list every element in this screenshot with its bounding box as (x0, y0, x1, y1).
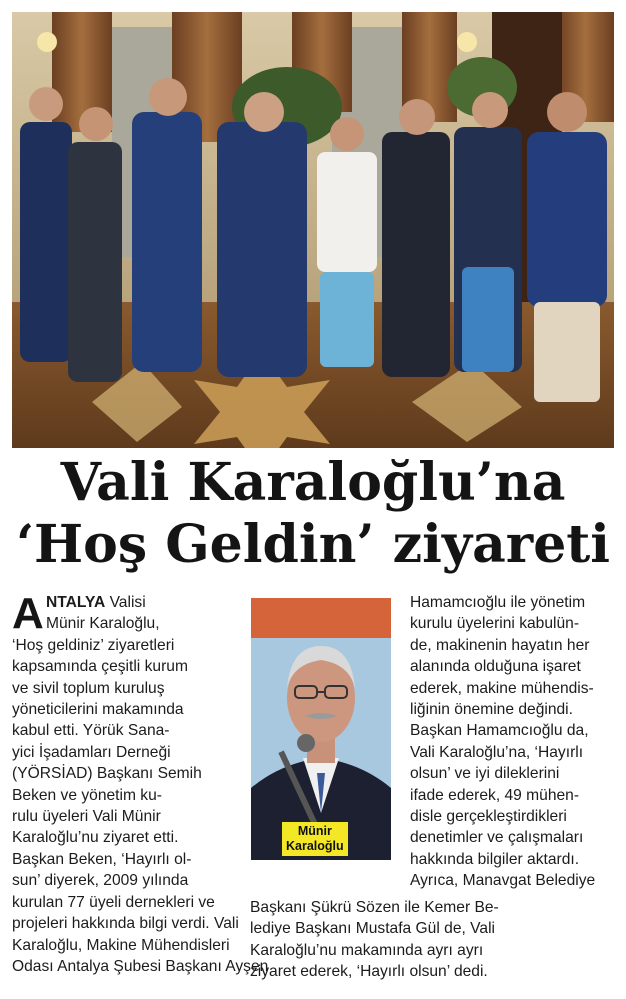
text-line: Beken ve yönetim ku- (12, 786, 162, 804)
text-line: kapsamında çeşitli kurum (12, 658, 188, 676)
text-line: ifade ederek, 49 mühen- (410, 786, 580, 804)
portrait-photo (251, 598, 391, 860)
text-line: ‘Hoş geldiniz’ ziyaretleri (12, 636, 175, 654)
caption-line-2: Karaloğlu (286, 839, 344, 853)
text-line: Başkan Hamamcıoğlu da, (410, 722, 589, 740)
text-line: kabul etti. Yörük Sana- (12, 722, 170, 740)
lead-word: NTALYA (46, 594, 106, 611)
headline-line-2: ‘Hoş Geldin’ ziyareti (15, 514, 611, 575)
text-line: Karaloğlu’nu ziyaret etti. (12, 829, 179, 847)
text-line: Valisi (109, 594, 146, 611)
text-line: yici İşadamları Derneği (12, 743, 171, 761)
text-line: disle gerçekleştirdikleri (410, 808, 567, 826)
caption-line-1: Münir (297, 824, 332, 838)
article-right-column (410, 592, 624, 892)
text-line: de, makinenin hayatın her (410, 636, 590, 654)
text-line: Münir Karaloğlu, (46, 615, 160, 633)
text-line: denetimler ve çalışmaları (410, 829, 584, 847)
text-line: (YÖRSİAD) Başkanı Semih (12, 765, 202, 783)
text-line: ziyaret ederek, ‘Hayırlı olsun’ dedi. (250, 963, 488, 981)
text-line: Ayrıca, Manavgat Belediye (410, 872, 596, 890)
text-line: ederek, makine mühendis- (410, 679, 594, 697)
text-line: Başkan Beken, ‘Hayırlı ol- (12, 850, 192, 868)
text-line: hakkında bilgiler aktardı. (410, 850, 580, 868)
text-line: kurulan 77 üyeli dernekleri ve (12, 893, 215, 911)
text-line: Karaloğlu’nu makamında ayrı ayrı (250, 941, 484, 959)
text-line: liğinin önemine değindi. (410, 701, 573, 719)
article-bottom-lines (250, 897, 624, 983)
text-line: rulu üyeleri Vali Münir (12, 808, 161, 826)
text-line: Başkanı Şükrü Sözen ile Kemer Be- (250, 899, 499, 916)
article-left-column (12, 589, 269, 977)
text-line: projeleri hakkında bilgi verdi. Vali (12, 915, 239, 933)
text-line: olsun’ ve iyi dileklerini (410, 765, 560, 783)
text-line: kurulu üyelerini kabulün- (410, 615, 580, 633)
headline-line-1: Vali Karaloğlu’na (60, 452, 566, 513)
portrait-caption (282, 822, 348, 856)
drop-cap: A (12, 589, 44, 638)
text-line: sun’ diyerek, 2009 yılında (12, 872, 189, 890)
text-line: Karaloğlu, Makine Mühendisleri (12, 936, 230, 954)
article-headline (0, 452, 626, 576)
text-line: Hamamcıoğlu ile yönetim (410, 594, 586, 611)
group-photo (12, 12, 614, 448)
text-line: Vali Karaloğlu’na, ‘Hayırlı (410, 743, 584, 761)
text-line: alanında olduğuna işaret (410, 658, 581, 676)
text-line: ve sivil toplum kuruluş (12, 679, 165, 697)
text-line: Odası Antalya Şubesi Başkanı Ayşen (12, 957, 269, 975)
text-line: lediye Başkanı Mustafa Gül de, Vali (250, 920, 496, 938)
text-line: yöneticilerini makamında (12, 701, 184, 719)
text-line (12, 592, 244, 613)
